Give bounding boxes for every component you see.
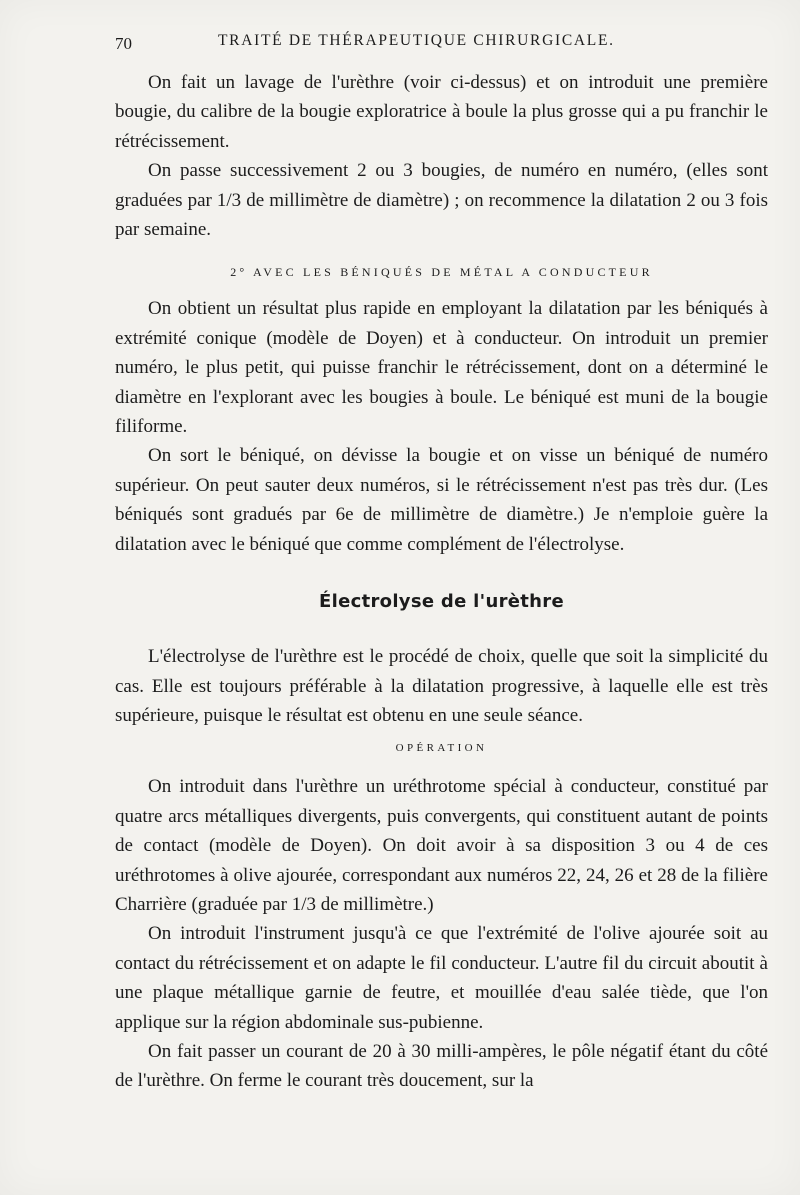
paragraph-operation-1: On introduit dans l'urèthre un uréthrotome spécial à conducteur, constitué par quatre arcs métalliques divergents, puis convergents, qui constituent autant de points de contact (modèle de Doyen). On doit avoir à sa disposition 3 ou 4 de ces uréthrotomes à olive ajourée, correspondant aux numéros 22, 24, 26 et 28 de la filière Charrière (graduée par 1/3 de millimètre.)	[115, 776, 768, 915]
page-number: 70	[115, 34, 132, 53]
section-heading: Électrolyse de l'urèthre	[319, 591, 564, 613]
running-header	[115, 28, 770, 54]
paragraph-intro-2: On passe successivement 2 ou 3 bougies, de numéro en numéro, (elles sont graduées par 1/3 de millimètre de diamètre) ; on recommence la dilatation 2 ou 3 fois par semaine.	[115, 160, 768, 241]
paragraph-operation-3: On fait passer un courant de 20 à 30 milli-ampères, le pôle négatif étant du côté de l'urèthre. On ferme le courant très doucement, sur la	[115, 1040, 768, 1092]
paragraph-intro-1: On fait un lavage de l'urèthre (voir ci-dessus) et on introduit une première bougie, du calibre de la bougie exploratrice à boule la plus grosse qui a pu franchir le rétrécissement.	[115, 72, 768, 152]
running-title: TRAITÉ DE THÉRAPEUTIQUE CHIRURGICALE.	[218, 32, 615, 49]
page-content	[115, 68, 768, 1096]
operation-heading: OPÉRATION	[395, 742, 488, 755]
paragraph-beniques-2: On sort le béniqué, on dévisse la bougie et on visse un béniqué de numéro supérieur. On peut sauter deux numéros, si le rétrécissement n'est pas très dur. (Les béniqués sont gradués par 6e de millimètre de diamètre.) Je n'emploie guère la dilatation avec le béniqué que comme complément de l'électrolyse.	[115, 445, 768, 555]
paragraph-beniques-1: On obtient un résultat plus rapide en employant la dilatation par les béniqués à extrémité conique (modèle de Doyen) et à conducteur. On introduit un premier numéro, le plus petit, qui puisse franchir le rétrécissement, dont on a déterminé le diamètre en l'explorant avec les bougies à boule. Le béniqué est muni de la bougie filiforme.	[115, 298, 768, 438]
paragraph-operation-2: On introduit l'instrument jusqu'à ce que l'extrémité de l'olive ajourée soit au contact du rétrécissement et on adapte le fil conducteur. L'autre fil du circuit aboutit à une plaque métallique garnie de feutre, et mouillée d'eau salée tiède, que l'on applique sur la région abdominale sus-pubienne.	[115, 923, 768, 1033]
subsection-heading: 2° AVEC LES BÉNIQUÉS DE MÉTAL A CONDUCTEUR	[230, 265, 653, 280]
paragraph-electrolyse-1: L'électrolyse de l'urèthre est le procédé de choix, quelle que soit la simplicité du cas. Elle est toujours préférable à la dilatation progressive, à laquelle elle est très supérieure, puisque le résultat est obtenu en une seule séance.	[115, 646, 768, 726]
